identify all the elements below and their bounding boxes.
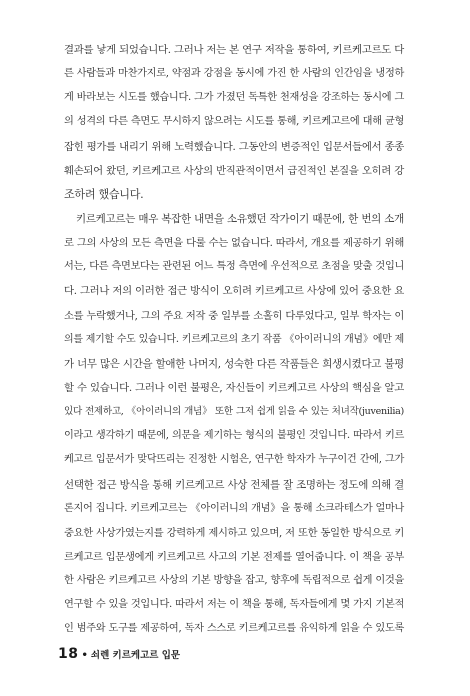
text-line: 할 수 있습니다. 그러나 이런 불평은, 자신들이 키르케고르 사상의 핵심을 알고 [64, 381, 404, 394]
text-line: 케고르 입문서가 맞닥뜨리는 진정한 시험은, 연구한 학자가 누구이건 간에, 그가 [64, 454, 404, 466]
text-line: 잡힌 평가를 내리기 위해 노력했습니다. 그동안의 변증적인 입문서들에서 종종 [64, 140, 404, 153]
text-line: 한 사람은 키르케고르 사상의 기본 방향을 잡고, 향후에 독립적으로 쉽게 이것을 [64, 575, 404, 587]
text-line: 로 그의 사상의 모든 측면을 다룰 수는 없습니다. 따라서, 개요를 제공하기 위해 [64, 237, 404, 250]
text-line: 결과를 낳게 되었습니다. 그러나 저는 본 연구 저작을 통하여, 키르케고르도 다 [64, 44, 404, 56]
body-text [64, 38, 404, 642]
footer-separator: • [81, 650, 88, 661]
text-line: 다. 그러나 저의 이러한 접근 방식이 오히려 키르케고르 사상에 있어 중요한 요 [64, 285, 404, 298]
text-line: 의를 제기할 수도 있습니다. 키르케고르의 초기 작품 《아이러니의 개념》에만 제 [64, 333, 404, 345]
paragraph-end-line: 조하려 했습니다. [64, 187, 144, 201]
page-number: 18 [58, 646, 79, 662]
text-line: 른 사람들과 마찬가지로, 약점과 강점을 동시에 가진 한 사람의 인간임을 냉정하 [64, 68, 404, 80]
text-line: 선택한 접근 방식을 통해 키르케고르 사상 전체를 잘 조명하는 정도에 의해 결 [64, 478, 404, 491]
text-line: 이라고 생각하기 때문에, 의문을 제기하는 형식의 불평인 것입니다. 따라서 키르 [64, 430, 404, 442]
text-line: 훼손되어 왔던, 키르케고르 사상의 반직관적이면서 급진적인 본질을 오히려 강 [64, 164, 404, 177]
text-line: 론지어 집니다. 키르케고르는 《아이러니의 개념》을 통해 소크라테스가 얼마나 [64, 502, 404, 514]
text-line: 소를 누락했거나, 그의 주요 저작 중 일부를 소홀히 다루었다고, 일부 학자는 이 [64, 309, 404, 322]
text-line: 가 너무 많은 시간을 할애한 나머지, 성숙한 다른 작품들은 희생시켰다고 불평 [64, 357, 404, 370]
page-footer [58, 646, 180, 666]
text-line: 연구할 수 있을 것입니다. 따라서 저는 이 책을 통해, 독자들에게 몇 가지 기본적 [64, 599, 404, 611]
text-line: 중요한 사상가였는지를 강력하게 제시하고 있으며, 저 또한 동일한 방식으로 키 [64, 526, 404, 539]
text-line: 르케고르 입문생에게 키르케고르 사고의 기본 전제를 열어줍니다. 이 책을 공부 [64, 550, 404, 563]
text-line: 인 범주와 도구를 제공하여, 독자 스스로 키르케고르를 유익하게 읽을 수 있도록 [64, 623, 404, 635]
text-line: 서는, 다른 측면보다는 관련된 어느 특정 측면에 우선적으로 초점을 맞출 것입니 [64, 261, 404, 273]
text-line: 게 바라보는 시도를 했습니다. 그가 가졌던 독특한 천재성을 강조하는 동시에 그 [64, 92, 404, 104]
text-line: 있다 전제하고, 《아이러니의 개념》 또한 그저 쉽게 읽을 수 있는 처녀작(juvenilia) [64, 406, 404, 418]
running-title: 쇠렌 키르케고르 입문 [90, 650, 181, 661]
paragraph-start-line: 키르케고르는 매우 복잡한 내면을 소유했던 작가이기 때문에, 한 번의 소개 [76, 212, 404, 225]
text-line: 의 성격의 다른 측면도 무시하지 않으려는 시도를 통해, 키르케고르에 대해 균형 [64, 116, 404, 128]
